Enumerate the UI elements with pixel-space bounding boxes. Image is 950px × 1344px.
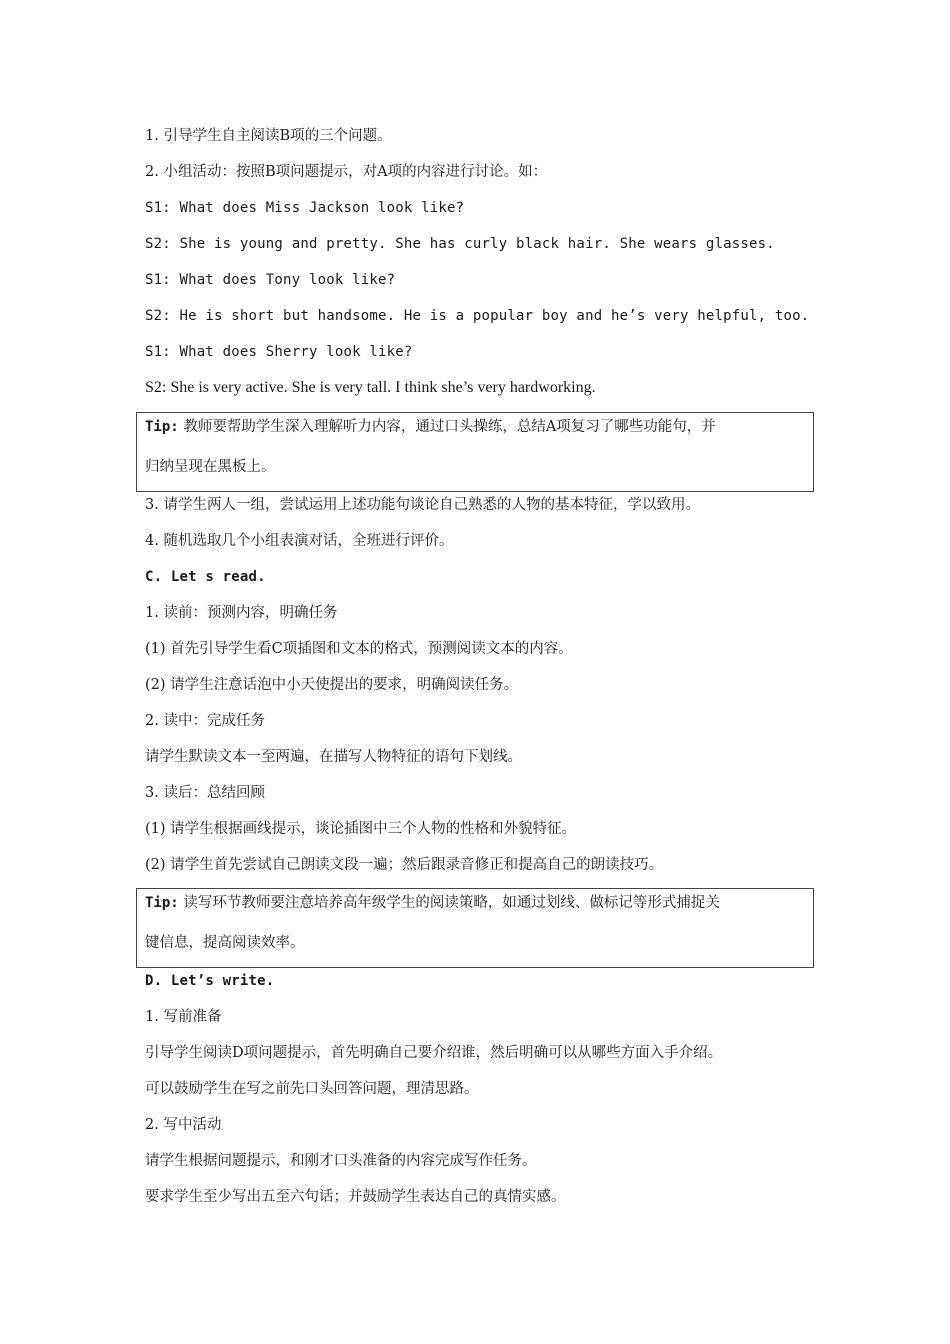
dialogue-line: S2: She is very active. She is very tall. I think she’s very hardworking. [145, 379, 596, 396]
tip-line [145, 417, 716, 437]
tip-box [136, 412, 814, 492]
dialogue-line: S2: He is short but handsome. He is a popular boy and he’s very helpful, too. [145, 308, 810, 324]
step-1-guide-read-b: 1. 引导学生自主阅读B项的三个问题。 [145, 128, 392, 144]
dialogue-line: S1: What does Miss Jackson look like? [145, 200, 465, 216]
tip-line [145, 893, 720, 913]
paragraph: 请学生默读文本一至两遍，在描写人物特征的语句下划线。 [145, 749, 522, 765]
step-2-group-activity: 2. 小组活动：按照B项问题提示，对A项的内容进行讨论。如： [145, 164, 548, 180]
dialogue-line: S2: She is young and pretty. She has curly black hair. She wears glasses. [145, 236, 775, 252]
list-item: (1) 请学生根据画线提示，谈论插图中三个人物的性格和外貌特征。 [145, 821, 577, 837]
dialogue-line: S1: What does Sherry look like? [145, 344, 413, 360]
tip-text: 键信息，提高阅读效率。 [145, 935, 305, 951]
dialogue-line: S1: What does Tony look like? [145, 272, 396, 288]
list-item: (2) 请学生首先尝试自己朗读文段一遍；然后跟录音修正和提高自己的朗读技巧。 [145, 857, 664, 873]
step-3-pair-work: 3. 请学生两人一组，尝试运用上述功能句谈论自己熟悉的人物的基本特征，学以致用。 [145, 497, 700, 513]
paragraph: 引导学生阅读D项问题提示，首先明确自己要介绍谁，然后明确可以从哪些方面入手介绍。 [145, 1045, 723, 1061]
tip-text: 读写环节教师要注意培养高年级学生的阅读策略，如通过划线、做标记等形式捕捉关 [183, 895, 720, 911]
while-writing-heading: 2. 写中活动 [145, 1117, 222, 1133]
tip-text: 归纳呈现在黑板上。 [145, 459, 276, 475]
pre-reading-heading: 1. 读前：预测内容，明确任务 [145, 605, 338, 621]
while-reading-heading: 2. 读中：完成任务 [145, 713, 265, 729]
step-4-perform: 4. 随机选取几个小组表演对话，全班进行评价。 [145, 533, 454, 549]
paragraph: 可以鼓励学生在写之前先口头回答问题，理清思路。 [145, 1081, 479, 1097]
paragraph: 要求学生至少写出五至六句话；并鼓励学生表达自己的真情实感。 [145, 1189, 566, 1205]
tip-text: 教师要帮助学生深入理解听力内容，通过口头操练，总结A项复习了哪些功能句，并 [183, 419, 716, 435]
tip-label: Tip: [145, 419, 179, 435]
pre-writing-heading: 1. 写前准备 [145, 1009, 222, 1025]
tip-box [136, 888, 814, 968]
section-heading-d: D. Let’s write. [145, 973, 275, 989]
section-heading-c: C. Let s read. [145, 569, 266, 585]
paragraph: 请学生根据问题提示，和刚才口头准备的内容完成写作任务。 [145, 1153, 537, 1169]
list-item: (2) 请学生注意话泡中小天使提出的要求，明确阅读任务。 [145, 677, 519, 693]
list-item: (1) 首先引导学生看C项插图和文本的格式，预测阅读文本的内容。 [145, 641, 573, 657]
post-reading-heading: 3. 读后：总结回顾 [145, 785, 265, 801]
tip-label: Tip: [145, 895, 179, 911]
